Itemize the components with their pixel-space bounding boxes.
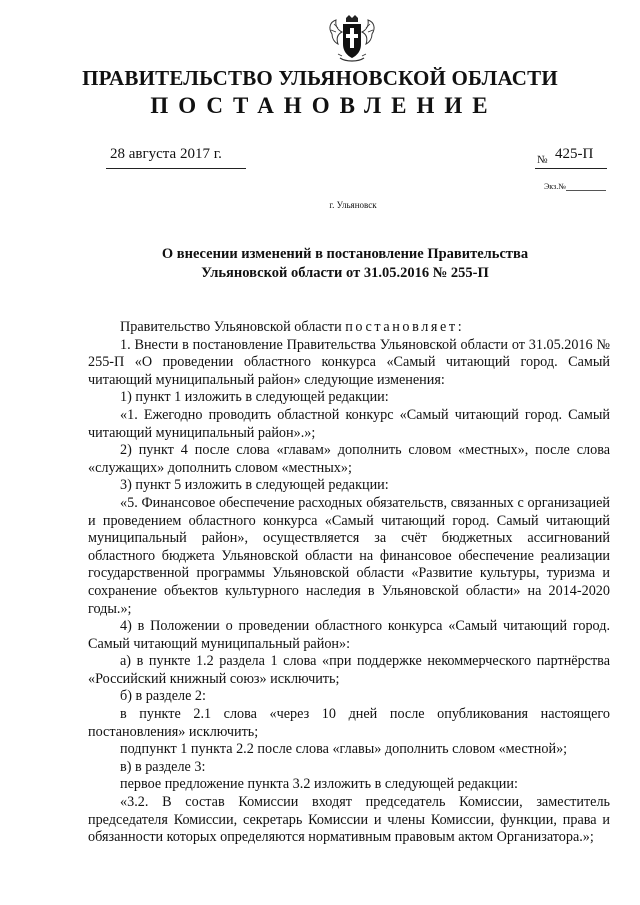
date-underline [106, 168, 246, 169]
subject-line-2: Ульяновской области от 31.05.2016 № 255-П [201, 265, 489, 281]
number-underline [535, 168, 607, 169]
body-paragraph: подпункт 1 пункта 2.2 после слова «главы» дополнить словом «местной»; [120, 741, 568, 758]
government-title: ПРАВИТЕЛЬСТВО УЛЬЯНОВСКОЙ ОБЛАСТИ [82, 66, 558, 90]
document-body [88, 319, 610, 847]
copy-number-label: Экз.№ [544, 182, 566, 191]
copy-number-underline [566, 190, 606, 191]
body-paragraph: первое предложение пункта 3.2 изложить в следующей редакции: [120, 776, 518, 793]
body-paragraph: 3) пункт 5 изложить в следующей редакции: [120, 477, 389, 494]
body-paragraph: «1. Ежегодно проводить областной конкурс «Самый читающий город. Самый читающий муниципальный район».»; [88, 406, 610, 441]
body-intro [88, 319, 610, 337]
body-paragraph: 1) пункт 1 изложить в следующей редакции: [120, 389, 389, 406]
body-paragraph: «3.2. В состав Комиссии входят председатель Комиссии, заместитель председателя Комиссии, секретарь Комиссии и члены Комиссии, функции, права и обязанности которых определяются нормативным правовым актом Организатора.»; [88, 794, 610, 846]
document-date: 28 августа 2017 г. [110, 146, 222, 162]
document-type-title: ПОСТАНОВЛЕНИЕ [150, 93, 498, 118]
intro-text: Правительство Ульяновской области [120, 319, 346, 335]
intro-resolves: постановляет: [345, 319, 465, 335]
body-paragraph: а) в пункте 1.2 раздела 1 слова «при поддержке некоммерческого партнёрства «Российский книжный союз» исключить; [88, 653, 610, 687]
body-paragraph: в) в разделе 3: [120, 758, 206, 775]
body-paragraph: б) в разделе 2: [120, 688, 206, 705]
body-paragraph: 4) в Положении о проведении областного конкурса «Самый читающий город. Самый читающий муниципальный район»: [88, 618, 610, 652]
document-number: 425-П [555, 146, 594, 162]
number-sign: № [537, 154, 548, 166]
body-paragraph: «5. Финансовое обеспечение расходных обязательств, связанных с организацией и проведением областного конкурса «Самый читающий город. Самый читающий муниципальный район», осуществляется за счёт бюджетных ассигнований областного бюджета Ульяновской области на финансовое обеспечение реализации государственной программы Ульяновской области «Развитие культуры, туризма и сохранение объектов культурного наследия в Ульяновской области» на 2014-2020 годы.»; [88, 494, 610, 617]
city-name: г. Ульяновск [329, 200, 377, 210]
subject-line-1: О внесении изменений в постановление Правительства [161, 246, 529, 262]
body-paragraph: в пункте 2.1 слова «через 10 дней после опубликования настоящего постановления» исключить; [88, 706, 610, 740]
document-subject [0, 245, 640, 283]
coat-of-arms-icon [326, 14, 378, 66]
body-paragraph: 1. Внести в постановление Правительства Ульяновской области от 31.05.2016 № 255-П «О проведении областного конкурса «Самый читающий город. Самый читающий муниципальный район» следующие изменения: [88, 336, 610, 388]
body-paragraph: 2) пункт 4 после слова «главам» дополнить словом «местных», после слова «служащих» дополнить словом «местных»; [88, 442, 610, 476]
